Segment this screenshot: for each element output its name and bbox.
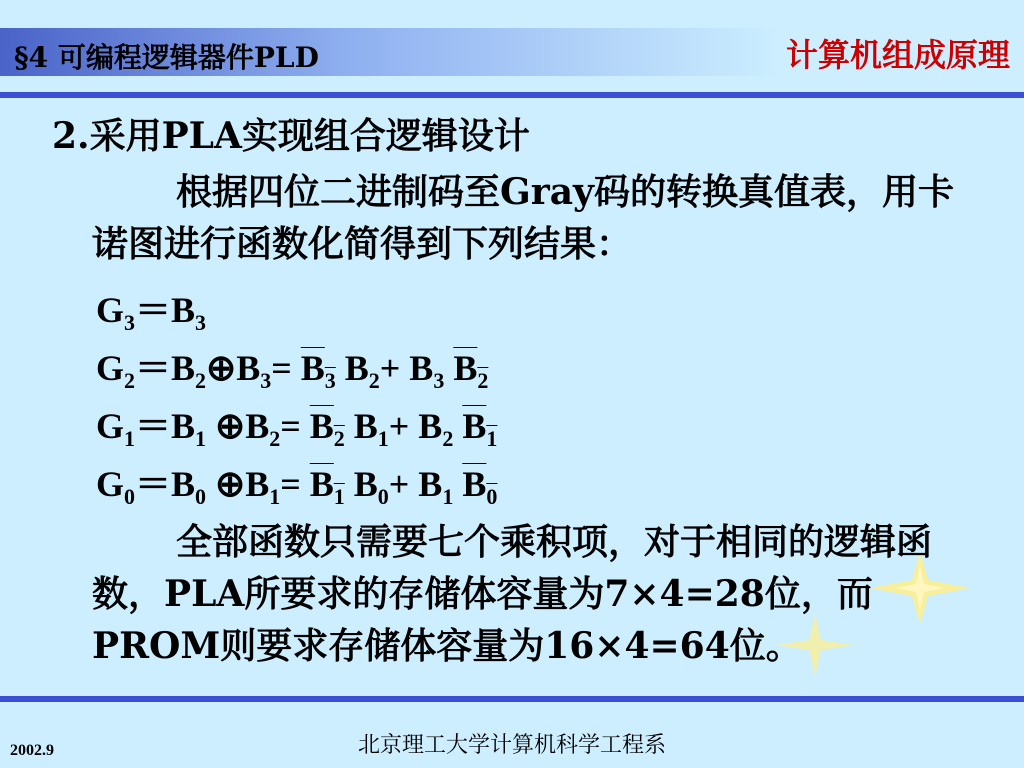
footer-date: 2002.9 <box>10 742 54 759</box>
eq-g2-t4: B <box>453 348 478 388</box>
eq-g0-t2: B <box>353 464 378 504</box>
eq-g0-lhs-sub: 0 <box>124 484 136 510</box>
eq-g2-t4-sub: 2 <box>477 368 489 394</box>
eq-g1-t4-sub: 1 <box>486 426 498 452</box>
eq-g0-term4 <box>462 464 498 510</box>
intro-paragraph <box>92 166 972 270</box>
intro-paragraph-text: 根据四位二进制码至Gray码的转换真值表，用卡诺图进行函数化简得到下列结果： <box>92 171 954 265</box>
eq-g3-rhs: B <box>171 290 196 330</box>
eq-g0-xor: ⊕ <box>215 464 246 504</box>
eq-g2-term4 <box>453 348 489 394</box>
eq-g0-equals: = <box>280 464 301 504</box>
eq-g0-lhs: G <box>96 464 125 504</box>
eq-g2-t1-sub: 3 <box>324 368 336 394</box>
eq-g1-t3-sub: 2 <box>442 426 454 452</box>
eq-g0-plus: + <box>388 464 410 504</box>
eq-g1-t2-sub: 1 <box>377 426 389 452</box>
equation-g1 <box>96 398 497 452</box>
eq-g0-b-sub: 1 <box>269 484 281 510</box>
eq-g0-a-sub: 0 <box>195 484 207 510</box>
eq-g0-t4: B <box>462 464 487 504</box>
eq-g0-t2-sub: 0 <box>377 484 389 510</box>
eq-g2-lhs: G <box>96 348 125 388</box>
equation-g2 <box>96 340 488 394</box>
eq-g0-t1: B <box>309 464 334 504</box>
eq-g2-lhs-sub: 2 <box>124 368 136 394</box>
eq-g2-b-sub: 3 <box>260 368 272 394</box>
eq-g2-a-sub: 2 <box>195 368 207 394</box>
eq-g2-t2-sub: 2 <box>368 368 380 394</box>
eq-g0-t3-sub: 1 <box>442 484 454 510</box>
eq-g2-a: B <box>171 348 196 388</box>
eq-g3-op: ＝ <box>135 290 172 330</box>
eq-g3-rhs-sub: 3 <box>195 310 207 336</box>
eq-g1-a-sub: 1 <box>195 426 207 452</box>
eq-g1-xor: ⊕ <box>215 406 246 446</box>
equation-g0 <box>96 456 497 510</box>
eq-g1-t3: B <box>418 406 443 446</box>
eq-g1-t1: B <box>309 406 334 446</box>
eq-g2-equals: = <box>271 348 292 388</box>
eq-g1-lhs: G <box>96 406 125 446</box>
bottom-divider <box>0 696 1024 702</box>
eq-g1-equals: = <box>280 406 301 446</box>
eq-g1-t1-sub: 2 <box>333 426 345 452</box>
eq-g0-op: ＝ <box>135 464 172 504</box>
equation-g3 <box>96 282 206 336</box>
eq-g1-a: B <box>171 406 196 446</box>
eq-g1-plus: + <box>388 406 410 446</box>
eq-g2-t3: B <box>409 348 434 388</box>
eq-g0-b: B <box>245 464 270 504</box>
eq-g1-b-sub: 2 <box>269 426 281 452</box>
eq-g2-t2: B <box>344 348 369 388</box>
eq-g0-a: B <box>171 464 196 504</box>
eq-g1-term1 <box>309 406 345 452</box>
slide-section-title: §4 可编程逻辑器件PLD <box>14 41 319 74</box>
content-heading: 2.采用PLA实现组合逻辑设计 <box>52 115 530 157</box>
eq-g1-op: ＝ <box>135 406 172 446</box>
footer-institution: 北京理工大学计算机科学工程系 <box>357 733 666 758</box>
eq-g2-op: ＝ <box>135 348 172 388</box>
eq-g3-lhs: G <box>96 290 125 330</box>
eq-g2-t1: B <box>300 348 325 388</box>
eq-g2-plus: + <box>379 348 401 388</box>
eq-g1-term4 <box>462 406 498 452</box>
eq-g2-b: B <box>236 348 261 388</box>
eq-g1-b: B <box>245 406 270 446</box>
eq-g0-t3: B <box>418 464 443 504</box>
top-divider <box>0 92 1024 98</box>
eq-g1-t4: B <box>462 406 487 446</box>
summary-paragraph <box>92 516 972 672</box>
eq-g1-t2: B <box>353 406 378 446</box>
eq-g0-term1 <box>309 464 345 510</box>
eq-g2-term1 <box>300 348 336 394</box>
eq-g3-lhs-sub: 3 <box>124 310 136 336</box>
eq-g0-t4-sub: 0 <box>486 484 498 510</box>
summary-paragraph-text: 全部函数只需要七个乘积项，对于相同的逻辑函数，PLA所要求的存储体容量为7×4=28位，而PROM则要求存储体容量为16×4=64位。 <box>92 521 933 667</box>
eq-g2-t3-sub: 3 <box>433 368 445 394</box>
eq-g1-lhs-sub: 1 <box>124 426 136 452</box>
eq-g0-t1-sub: 1 <box>333 484 345 510</box>
course-title: 计算机组成原理 <box>785 36 1010 74</box>
eq-g2-xor: ⊕ <box>206 348 237 388</box>
